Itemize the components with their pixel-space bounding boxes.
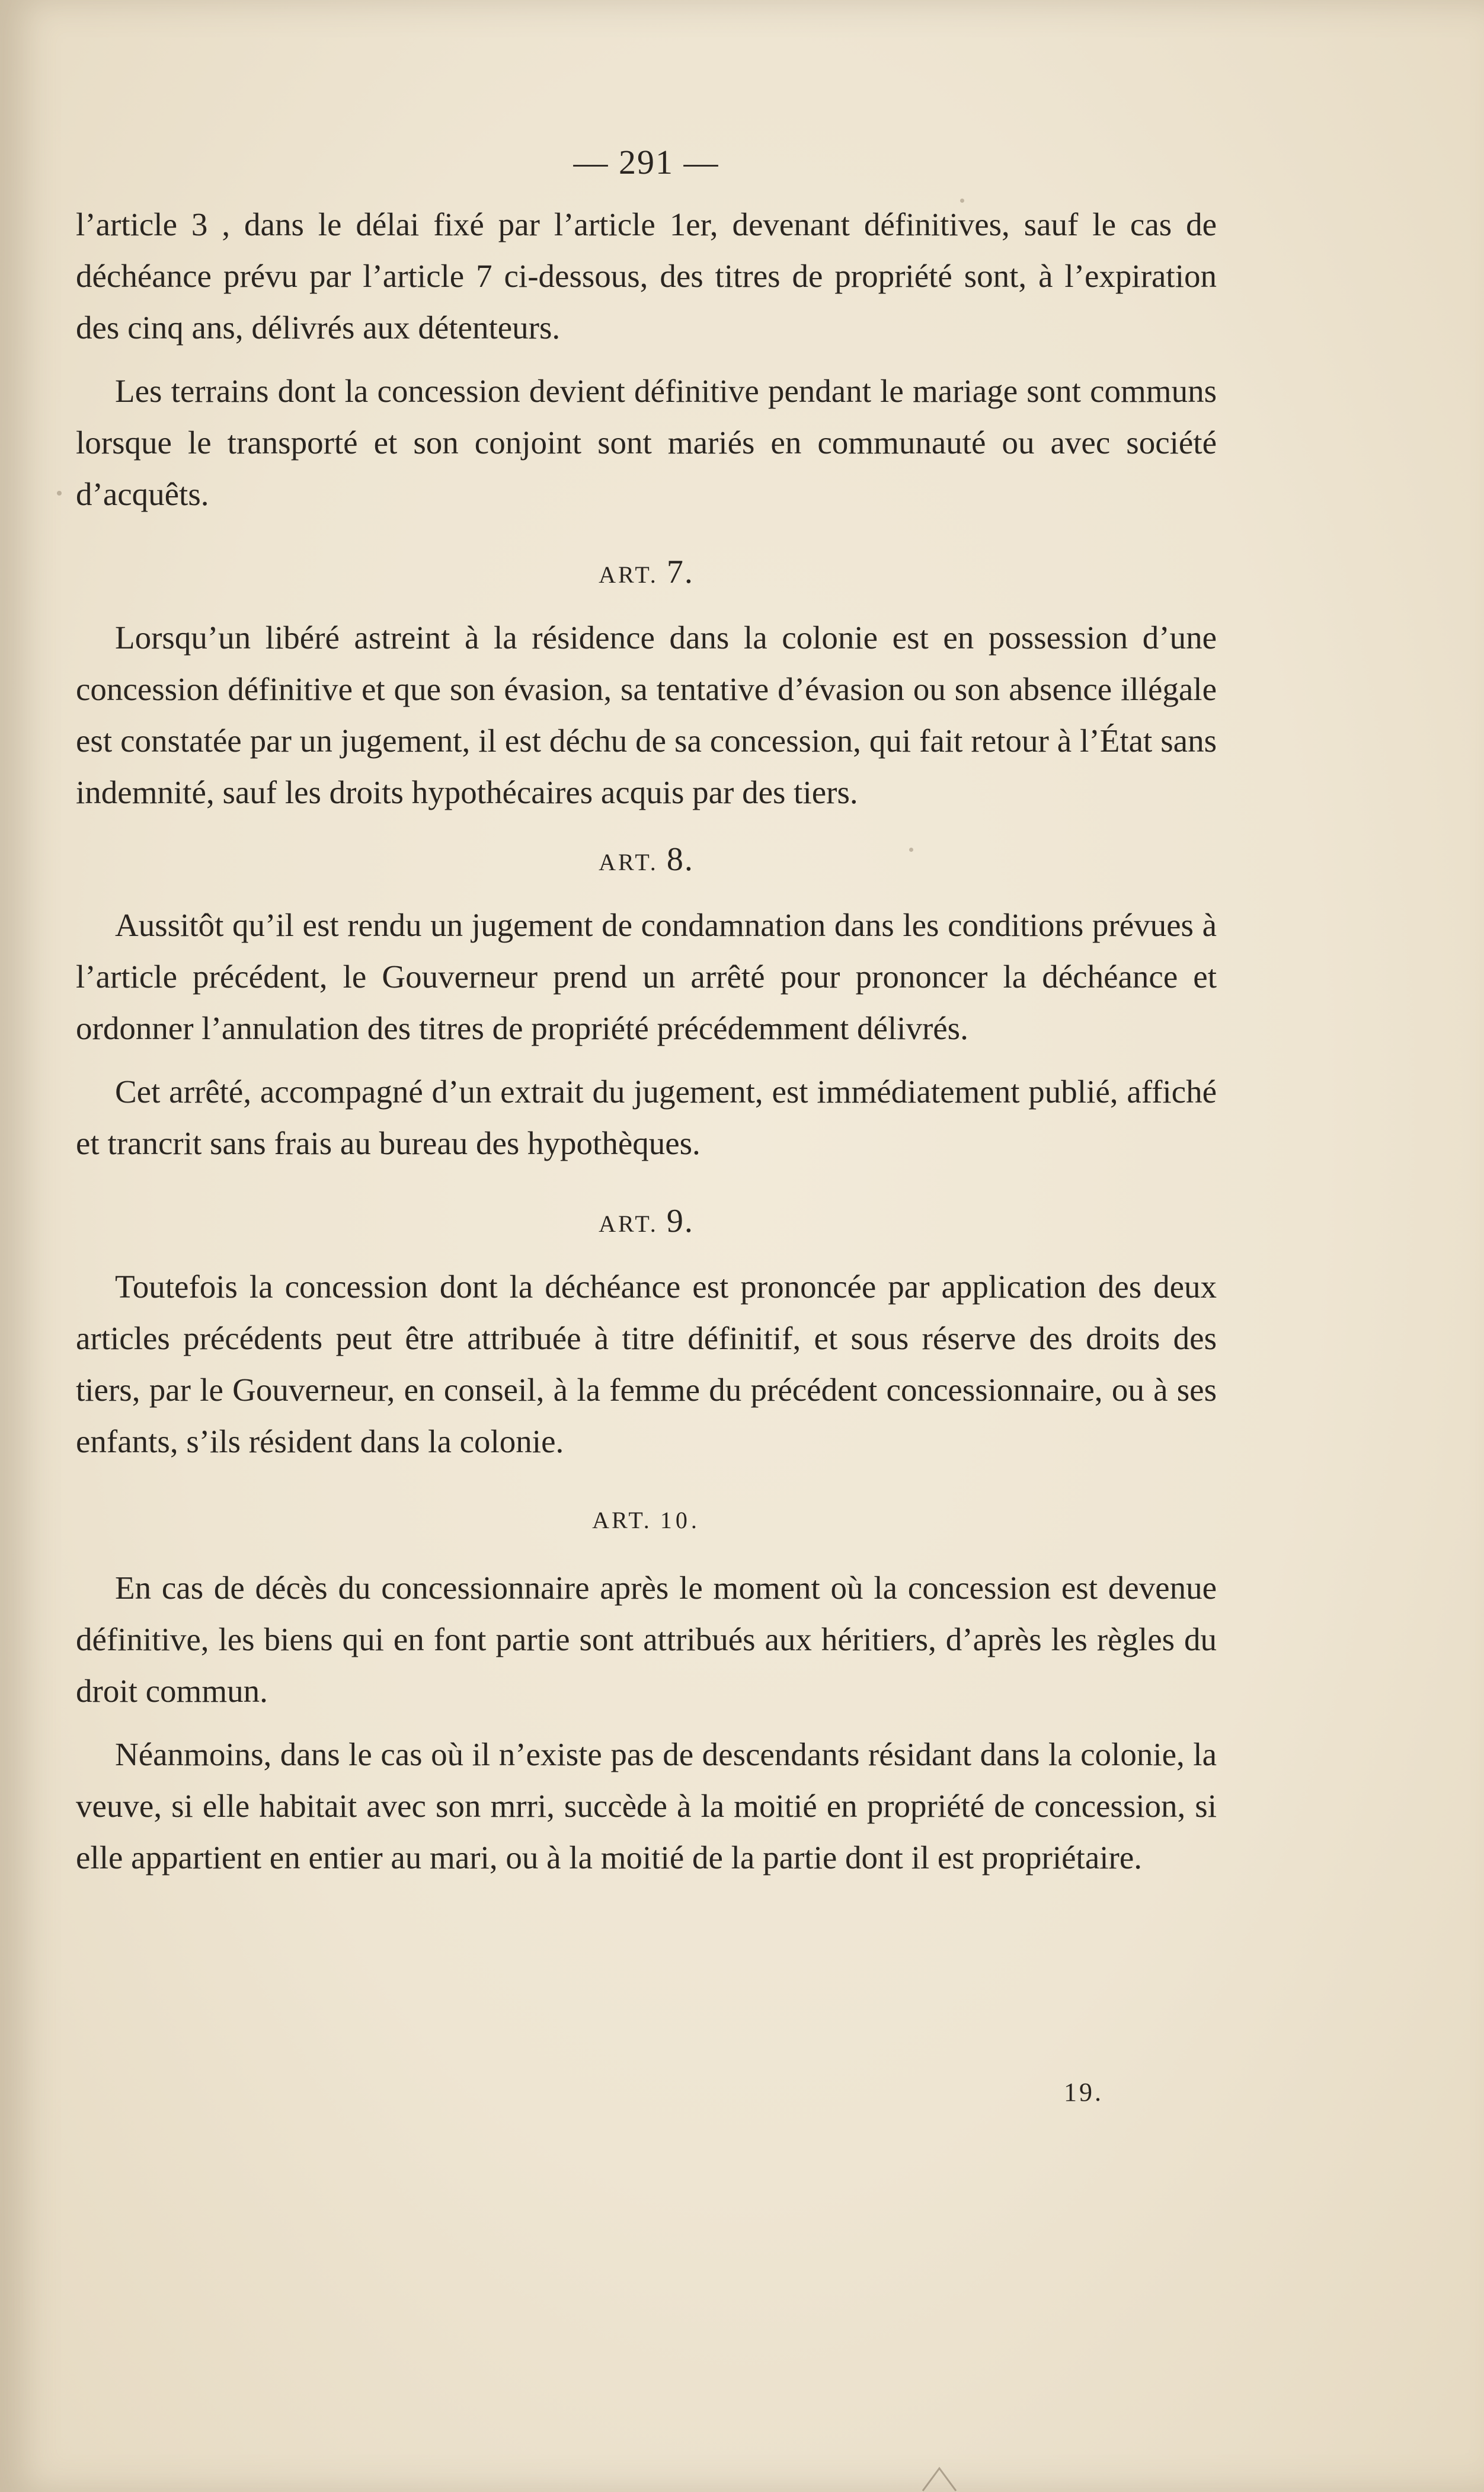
article-label: ART. [599,849,658,876]
article-number: 8. [666,841,694,878]
article-number: 9. [666,1203,694,1239]
paragraph: En cas de décès du concessionnaire après le moment où la concession est devenue définitive, les biens qui en font partie sont attribués aux héritiers, d’après les règles du droit commun. [76,1570,1217,1709]
article-label: ART. [599,561,658,588]
signature-mark: 19. [1064,2078,1104,2107]
article-heading-10 [76,1503,1217,1538]
gutter-mark-icon [922,2466,957,2492]
paragraph: Les terrains dont la concession devient définitive pendant le mariage sont communs lorsque le transporté et son conjoint sont mariés en communauté ou avec société d’acquêts. [76,373,1217,512]
article-number: 7. [666,554,694,590]
paper-speck [57,491,62,496]
article-label: ART. [592,1507,652,1533]
paragraph: Lorsqu’un libéré astreint à la résidence dans la colonie est en possession d’une concession définitive et que son évasion, sa tentative d’évasion ou son absence illégale est constatée par un jugement, il est déchu de sa concession, qui fait retour à l’État sans indemnité, sauf les droits hypothécaires acquis par des tiers. [76,619,1217,810]
article-heading-9 [76,1203,1217,1242]
page-number: — 291 — [573,143,719,181]
page-text [76,142,1217,1883]
paragraph: Toutefois la concession dont la déchéance est prononcée par application des deux articles précédents peut être attribuée à titre définitif, et sous réserve des droits des tiers, par le Gouverneur, en conseil, à la femme du précédent concessionnaire, ou à ses enfants, s’ils résident dans la colonie. [76,1269,1217,1459]
paragraph: Néanmoins, dans le cas où il n’existe pas de descendants résidant dans la colonie, la veuve, si elle habitait avec son mrri, succède à la moitié en propriété de concession, si elle appartient en entier au mari, ou à la moitié de la partie dont il est propriétaire. [76,1736,1217,1876]
paragraph: Aussitôt qu’il est rendu un jugement de condamnation dans les conditions prévues à l’article précédent, le Gouverneur prend un arrêté pour prononcer la déchéance et ordonner l’annulation des titres de propriété précédemment délivrés. [76,907,1217,1046]
article-heading-7 [76,554,1217,593]
paragraph: Cet arrêté, accompagné d’un extrait du jugement, est immédiatement publié, affiché et trancrit sans frais au bureau des hypothèques. [76,1074,1217,1161]
article-label: ART. [599,1210,658,1237]
article-heading-8 [76,842,1217,880]
article-number: 10. [660,1507,701,1533]
paragraph: l’article 3 , dans le délai fixé par l’article 1er, devenant définitives, sauf le cas de déchéance prévu par l’article 7 ci-dessous, des titres de propriété sont, à l’expiration des cinq ans, délivrés aux détenteurs. [76,206,1217,346]
